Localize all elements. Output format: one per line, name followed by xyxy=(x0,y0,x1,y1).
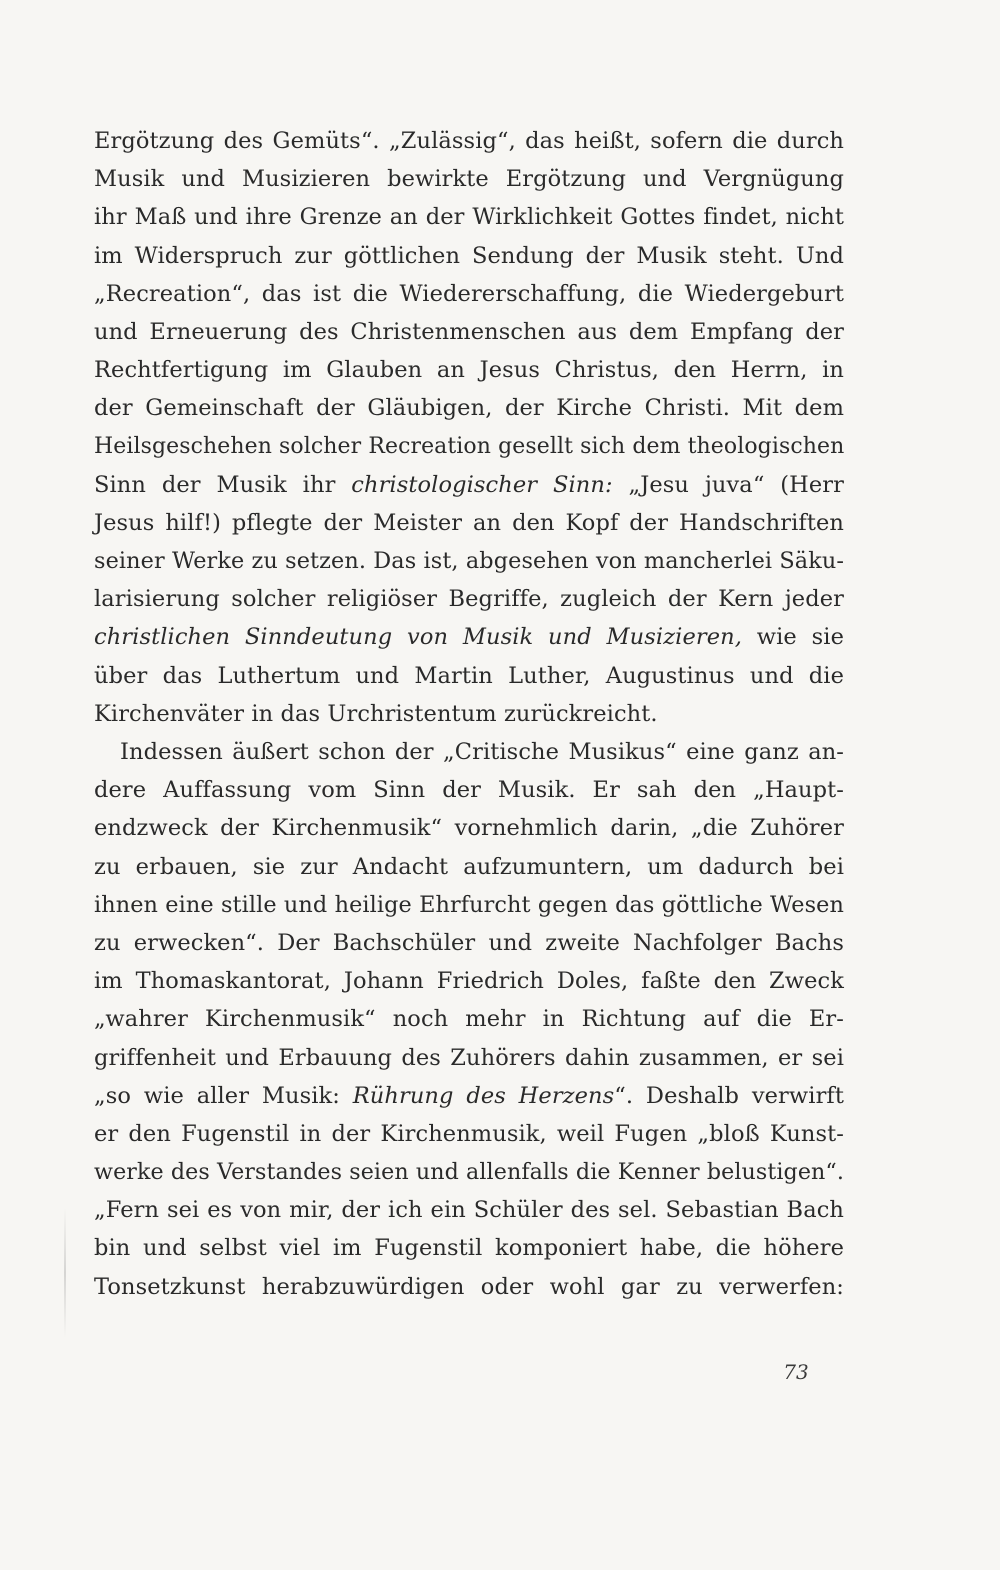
text-line xyxy=(94,809,844,847)
text-line xyxy=(94,886,844,924)
text-line xyxy=(94,733,844,771)
italic-text: christlichen Sinndeutung von Musik und Musizieren, xyxy=(94,624,742,651)
text-line xyxy=(94,122,844,160)
text-segment: bin und selbst viel im Fugenstil komponiert habe, die höhere xyxy=(94,1235,844,1262)
italic-text: christologischer Sinn: xyxy=(351,471,613,498)
text-segment: Rechtfertigung im Glauben an Jesus Christus, den Herrn, in xyxy=(94,357,844,384)
text-segment: „Jesu juva“ (Herr xyxy=(612,471,844,498)
text-line xyxy=(94,1000,844,1038)
text-line xyxy=(94,1229,844,1267)
text-line xyxy=(94,848,844,886)
text-segment: larisierung solcher religiöser Begriffe, zugleich der Kern jeder xyxy=(94,586,844,613)
text-segment: und Erneuerung des Christenmenschen aus dem Empfang der xyxy=(94,318,844,345)
text-segment: wie sie xyxy=(741,624,844,651)
italic-text: Rührung des Herzens xyxy=(352,1082,615,1109)
text-line xyxy=(94,771,844,809)
text-line xyxy=(94,237,844,275)
text-line xyxy=(94,1191,844,1229)
page-number: 73 xyxy=(783,1360,809,1384)
text-line xyxy=(94,160,844,198)
text-segment: im Widerspruch zur göttlichen Sendung der Musik steht. Und xyxy=(94,242,844,269)
text-line xyxy=(94,657,844,695)
text-line xyxy=(94,924,844,962)
text-line xyxy=(94,351,844,389)
text-line xyxy=(94,618,844,656)
text-line xyxy=(94,1039,844,1077)
text-segment: griffenheit und Erbauung des Zuhörers dahin zusammen, er sei xyxy=(94,1044,844,1071)
text-segment: Tonsetzkunst herabzuwürdigen oder wohl gar zu verwerfen: xyxy=(94,1273,844,1300)
text-segment: “. Deshalb verwirft xyxy=(614,1082,844,1109)
text-segment: „wahrer Kirchenmusik“ noch mehr in Richtung auf die Er- xyxy=(94,1006,844,1033)
text-line xyxy=(94,428,844,466)
text-line xyxy=(94,389,844,427)
text-segment: Musik und Musizieren bewirkte Ergötzung und Vergnügung xyxy=(94,166,844,193)
text-segment: „Recreation“, das ist die Wiedererschaffung, die Wiedergeburt xyxy=(94,280,844,307)
text-segment: Indessen äußert schon der „Critische Musikus“ eine ganz an- xyxy=(120,739,844,765)
text-line xyxy=(94,313,844,351)
text-segment: über das Luthertum und Martin Luther, Augustinus und die xyxy=(94,662,844,689)
text-line xyxy=(94,1077,844,1115)
text-segment: „so wie aller Musik: xyxy=(94,1082,353,1109)
text-segment: Jesus hilf!) pflegte der Meister an den Kopf der Handschriften xyxy=(94,509,844,536)
text-line xyxy=(94,1115,844,1153)
text-line xyxy=(94,198,844,236)
margin-pencil-mark xyxy=(64,1208,66,1338)
text-segment: Heilsgeschehen solcher Recreation gesellt sich dem theologischen xyxy=(94,433,845,459)
text-line xyxy=(94,542,844,580)
text-line xyxy=(94,275,844,313)
text-line xyxy=(94,1153,844,1191)
text-segment: Sinn der Musik ihr xyxy=(94,471,352,498)
text-segment: er den Fugenstil in der Kirchenmusik, weil Fugen „bloß Kunst- xyxy=(94,1120,844,1147)
text-segment: endzweck der Kirchenmusik“ vornehmlich darin, „die Zuhörer xyxy=(94,815,844,842)
text-segment: Kirchenväter in das Urchristentum zurückreicht. xyxy=(94,700,658,727)
text-segment: im Thomaskantorat, Johann Friedrich Doles, faßte den Zweck xyxy=(94,968,844,995)
text-segment: werke des Verstandes seien und allenfalls die Kenner belustigen“. xyxy=(94,1159,844,1186)
text-line xyxy=(94,962,844,1000)
text-segment: ihr Maß und ihre Grenze an der Wirklichkeit Gottes findet, nicht xyxy=(94,204,844,231)
text-segment: seiner Werke zu setzen. Das ist, abgesehen von mancherlei Säku- xyxy=(94,548,844,575)
text-line xyxy=(94,695,844,733)
text-segment: „Fern sei es von mir, der ich ein Schüler des sel. Sebastian Bach xyxy=(94,1197,844,1224)
text-segment: ihnen eine stille und heilige Ehrfurcht gegen das göttliche Wesen xyxy=(94,891,844,918)
text-segment: der Gemeinschaft der Gläubigen, der Kirche Christi. Mit dem xyxy=(94,395,844,422)
text-segment: Ergötzung des Gemüts“. „Zulässig“, das heißt, sofern die durch xyxy=(94,128,844,154)
text-segment: zu erbauen, sie zur Andacht aufzumuntern, um dadurch bei xyxy=(94,853,844,880)
text-segment: dere Auffassung vom Sinn der Musik. Er sah den „Haupt- xyxy=(94,777,844,804)
text-line xyxy=(94,1268,844,1306)
text-line xyxy=(94,504,844,542)
text-line xyxy=(94,466,844,504)
text-line xyxy=(94,580,844,618)
body-text xyxy=(94,122,844,1306)
text-segment: zu erwecken“. Der Bachschüler und zweite Nachfolger Bachs xyxy=(94,929,844,956)
